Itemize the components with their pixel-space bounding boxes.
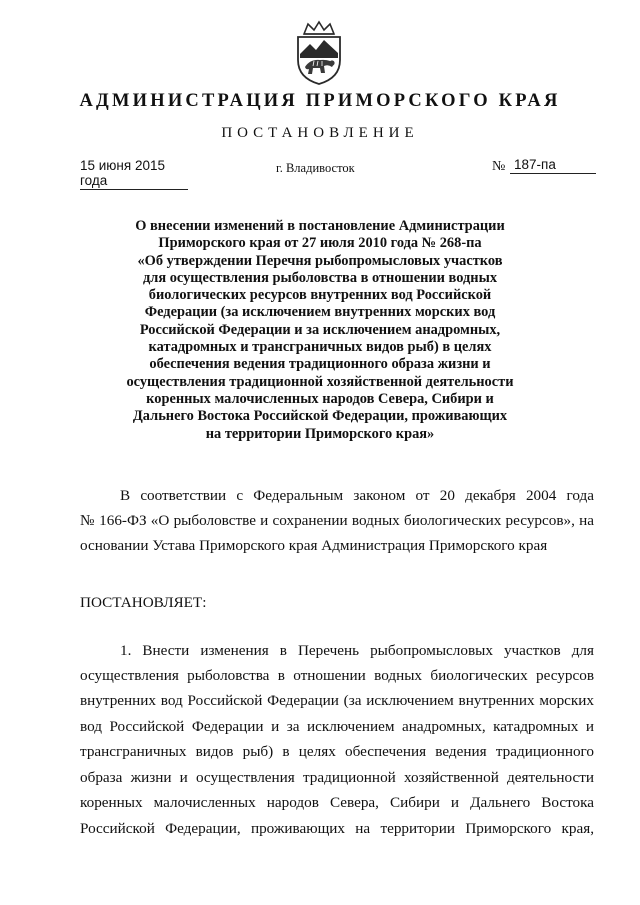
preamble-line: № 166-ФЗ «О рыболовстве и сохранении водных биологических ресурсов», на: [80, 512, 594, 529]
heading-line: Дальнего Востока Российской Федерации, проживающих: [132, 408, 508, 425]
heading-line: «Об утверждении Перечня рыбопромысловых участков: [137, 252, 503, 269]
item-line: образа жизни и осуществления традиционной хозяйственной деятельности: [80, 769, 594, 786]
heading-line: Приморского края от 27 июля 2010 года № 268-па: [158, 235, 482, 252]
document-city: г. Владивосток: [276, 161, 355, 175]
heading-line: обеспечения ведения традиционного образа жизни и: [149, 356, 491, 373]
item-line: трансграничных видов рыб) в целях обеспечения ведения традиционного: [80, 743, 594, 760]
organization-title: АДМИНИСТРАЦИЯ ПРИМОРСКОГО КРАЯ: [79, 91, 561, 111]
document-number-label: №: [492, 159, 506, 174]
heading-line: О внесении изменений в постановление Администрации: [135, 218, 505, 234]
heading-line: на территории Приморского края»: [205, 425, 435, 442]
heading-line: коренных малочисленных народов Севера, Сибири и: [146, 390, 494, 407]
document-type: ПОСТАНОВЛЕНИЕ: [221, 125, 419, 141]
document-heading: [120, 218, 520, 443]
heading-line: биологических ресурсов внутренних вод Российской: [148, 287, 492, 304]
preamble-line: В соответствии с Федеральным законом от 20 декабря 2004 года: [120, 487, 594, 504]
document-date: 15 июня 2015 года: [80, 158, 188, 190]
item-line: коренных малочисленных народов Севера, Сибири и Дальнего Востока: [80, 794, 594, 811]
document-number: 187-па: [510, 157, 596, 174]
heading-line: осуществления традиционной хозяйственной деятельности: [126, 373, 514, 390]
preamble-line: основании Устава Приморского края Администрация Приморского края: [80, 537, 548, 554]
heading-line: Российской Федерации и за исключением анадромных,: [139, 321, 501, 338]
item-line: вод Российской Федерации и за исключением анадромных, катадромных и: [80, 718, 594, 735]
item-line: 1. Внести изменения в Перечень рыбопромысловых участков для: [120, 642, 594, 659]
resolves-heading: ПОСТАНОВЛЯЕТ:: [80, 594, 207, 611]
heading-line: катадромных и трансграничных видов рыб) в целях: [148, 339, 492, 356]
heading-line: для осуществления рыболовства в отношении водных: [142, 269, 498, 286]
heading-line: Федерации (за исключением внутренних морских вод: [144, 304, 496, 321]
item-line: осуществления рыболовства в отношении водных биологических ресурсов: [80, 667, 594, 684]
item-line: Российской Федерации, проживающих на территории Приморского края,: [80, 820, 594, 837]
item-line: внутренних вод Российской Федерации (за исключением внутренних морских: [80, 692, 594, 709]
coat-of-arms-icon: [288, 20, 350, 86]
